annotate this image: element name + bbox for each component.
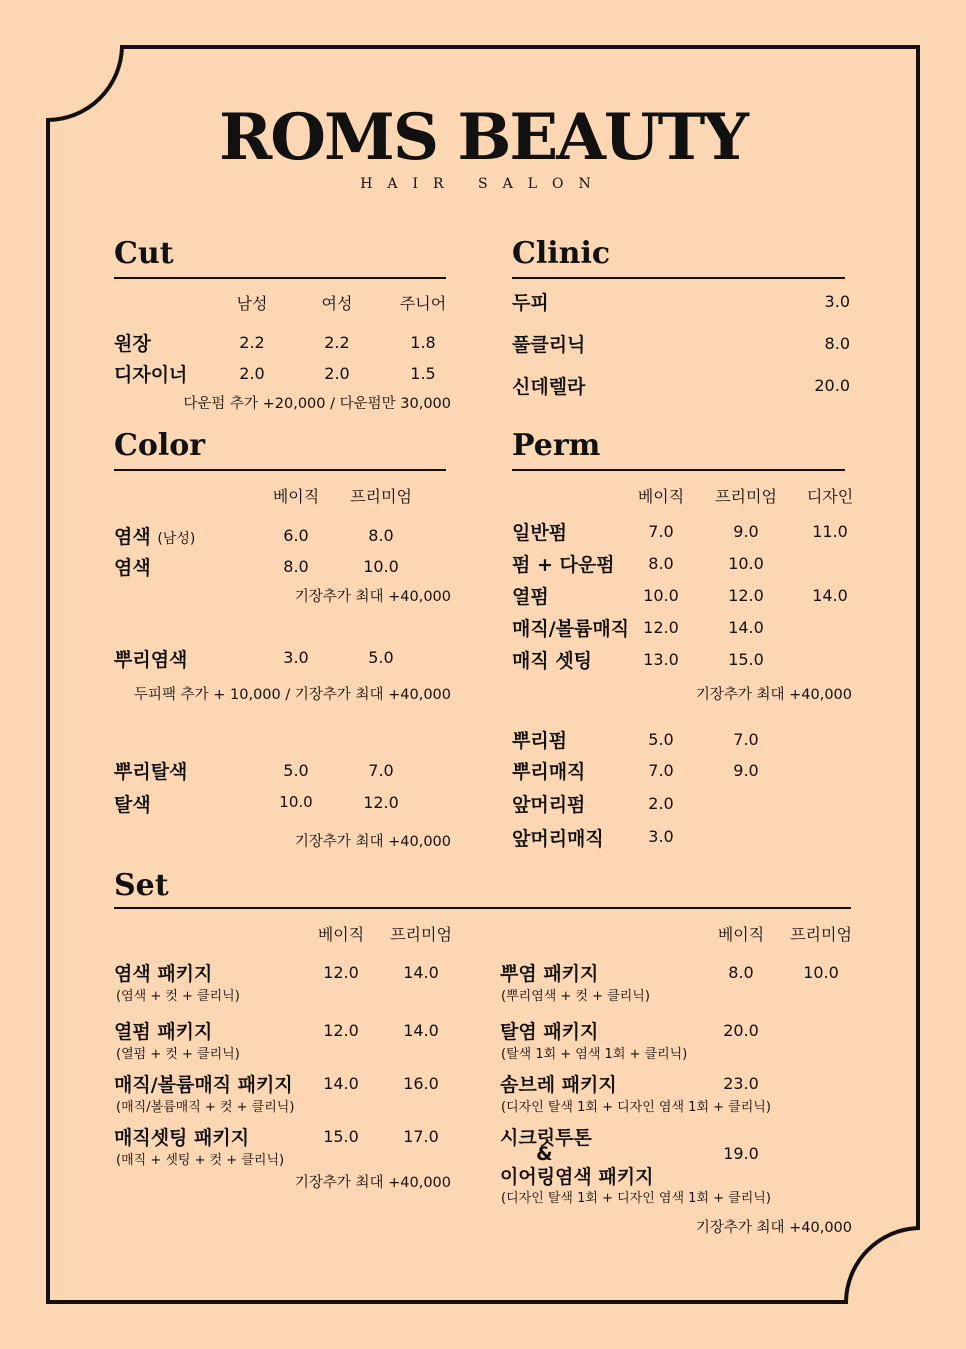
set-package-name: 열펌 패키지	[114, 1021, 213, 1043]
color-row-name: 뿌리탈색	[114, 761, 188, 783]
set-price: 8.0	[728, 963, 754, 982]
color-price: 7.0	[368, 761, 394, 780]
set-package-detail: (매직 + 셋팅 + 컷 + 클리닉)	[116, 1153, 285, 1168]
cut-price: 2.0	[324, 364, 350, 383]
color-col-header: 베이직	[272, 487, 320, 506]
perm-price: 10.0	[728, 554, 764, 573]
perm-row-name: 매직 셋팅	[512, 650, 593, 672]
cut-col-header: 주니어	[399, 294, 447, 313]
set-package-name: 매직셋팅 패키지	[114, 1127, 250, 1149]
set-note: 기장추가 최대 +40,000	[294, 1175, 451, 1191]
perm-row-name: 뿌리펌	[512, 730, 568, 752]
set-col-header: 베이직	[717, 925, 765, 944]
cut-price: 2.2	[324, 333, 350, 352]
set-package-detail: (염색 + 컷 + 클리닉)	[116, 989, 240, 1004]
perm-price: 7.0	[648, 522, 674, 541]
color-price: 12.0	[363, 793, 399, 812]
perm-price: 13.0	[643, 650, 679, 669]
set-price: 10.0	[803, 963, 839, 982]
set-package-detail: (탈색 1회 + 염색 1회 + 클리닉)	[501, 1047, 688, 1062]
color-heading: Color	[114, 428, 206, 463]
cut-col-header: 여성	[321, 294, 353, 313]
clinic-row-name: 두피	[512, 292, 549, 314]
set-price: 19.0	[723, 1144, 759, 1163]
set-price: 17.0	[403, 1127, 439, 1146]
set-note: 기장추가 최대 +40,000	[695, 1220, 852, 1236]
set-price: 14.0	[403, 1021, 439, 1040]
perm-price: 14.0	[728, 618, 764, 637]
set-package-name: &	[536, 1143, 553, 1165]
color-row-name: 탈색	[114, 794, 151, 816]
color-note: 두피팩 추가 + 10,000 / 기장추가 최대 +40,000	[134, 687, 451, 703]
cut-rule	[114, 277, 446, 279]
set-price: 16.0	[403, 1074, 439, 1093]
perm-heading: Perm	[512, 428, 601, 463]
set-package-name: 염색 패키지	[114, 963, 213, 985]
cut-price: 1.8	[410, 333, 436, 352]
clinic-row-name: 풀클리닉	[512, 334, 586, 356]
perm-price: 2.0	[648, 794, 674, 813]
cut-price: 1.5	[410, 364, 436, 383]
set-package-name: 매직/볼륨매직 패키지	[114, 1074, 293, 1096]
color-price: 6.0	[283, 526, 309, 545]
color-price: 8.0	[283, 557, 309, 576]
cut-row-name: 원장	[114, 333, 151, 355]
perm-row-name: 열펌	[512, 586, 549, 608]
perm-row-name: 일반펌	[512, 522, 568, 544]
set-col-header: 베이직	[317, 925, 365, 944]
set-package-name: 시크릿투톤	[500, 1127, 592, 1149]
set-package-name: 솜브레 패키지	[500, 1074, 617, 1096]
color-row-name: 염색 (남성)	[114, 526, 196, 548]
perm-price: 11.0	[812, 522, 848, 541]
clinic-heading: Clinic	[512, 236, 611, 271]
perm-row-name: 앞머리펌	[512, 794, 586, 816]
set-col-header: 프리미엄	[390, 925, 452, 944]
color-row-name: 염색	[114, 557, 151, 579]
set-package-name: 뿌염 패키지	[500, 963, 599, 985]
color-price: 3.0	[283, 648, 309, 667]
perm-price: 8.0	[648, 554, 674, 573]
color-price: 5.0	[368, 648, 394, 667]
perm-col-header: 프리미엄	[715, 487, 777, 506]
perm-price: 9.0	[733, 761, 759, 780]
perm-price: 12.0	[728, 586, 764, 605]
perm-note: 기장추가 최대 +40,000	[695, 687, 852, 703]
color-rule	[114, 469, 446, 471]
set-package-detail: (열펌 + 컷 + 클리닉)	[116, 1047, 240, 1062]
set-price: 15.0	[323, 1127, 359, 1146]
perm-price: 12.0	[643, 618, 679, 637]
cut-price: 2.2	[239, 333, 265, 352]
perm-row-name: 펌 + 다운펌	[512, 554, 615, 576]
clinic-price: 3.0	[824, 292, 850, 311]
set-price: 14.0	[323, 1074, 359, 1093]
set-price: 20.0	[723, 1021, 759, 1040]
color-col-header: 프리미엄	[350, 487, 412, 506]
set-rule	[114, 907, 851, 909]
set-price: 12.0	[323, 1021, 359, 1040]
color-note: 기장추가 최대 +40,000	[294, 834, 451, 850]
set-package-detail: (디자인 탈색 1회 + 디자인 염색 1회 + 클리닉)	[501, 1191, 771, 1206]
cut-note: 다운펌 추가 +20,000 / 다운펌만 30,000	[183, 396, 451, 412]
perm-price: 14.0	[812, 586, 848, 605]
perm-col-header: 디자인	[806, 487, 854, 506]
set-col-header: 프리미엄	[790, 925, 852, 944]
perm-col-header: 베이직	[637, 487, 685, 506]
color-price: 5.0	[283, 761, 309, 780]
set-price: 23.0	[723, 1074, 759, 1093]
color-note: 기장추가 최대 +40,000	[294, 589, 451, 605]
set-heading: Set	[114, 868, 169, 903]
set-package-name: 탈염 패키지	[500, 1021, 599, 1043]
set-package-detail: (디자인 탈색 1회 + 디자인 염색 1회 + 클리닉)	[501, 1100, 771, 1115]
perm-price: 7.0	[648, 761, 674, 780]
set-package-detail: (뿌리염색 + 컷 + 클리닉)	[501, 989, 650, 1004]
set-package-name: 이어링염색 패키지	[500, 1166, 654, 1188]
set-price: 12.0	[323, 963, 359, 982]
clinic-price: 8.0	[824, 334, 850, 353]
clinic-price: 20.0	[814, 376, 850, 395]
cut-row-name: 디자이너	[114, 364, 188, 386]
cut-heading: Cut	[114, 236, 174, 271]
salon-subtitle: HAIR SALON	[360, 176, 606, 192]
color-price: 8.0	[368, 526, 394, 545]
perm-rule	[512, 469, 845, 471]
clinic-rule	[512, 277, 845, 279]
salon-title: ROMS BEAUTY	[219, 100, 747, 175]
perm-price: 15.0	[728, 650, 764, 669]
perm-row-name: 앞머리매직	[512, 828, 604, 850]
perm-price: 7.0	[733, 730, 759, 749]
perm-row-name: 매직/볼륨매직	[512, 618, 630, 640]
set-price: 14.0	[403, 963, 439, 982]
perm-price: 10.0	[643, 586, 679, 605]
set-package-detail: (매직/볼륨매직 + 컷 + 클리닉)	[116, 1100, 295, 1115]
perm-row-name: 뿌리매직	[512, 761, 586, 783]
cut-price: 2.0	[239, 364, 265, 383]
clinic-row-name: 신데렐라	[512, 376, 586, 398]
perm-price: 9.0	[733, 522, 759, 541]
perm-price: 3.0	[648, 827, 674, 846]
cut-col-header: 남성	[236, 294, 268, 313]
color-price: 10.0	[279, 793, 313, 811]
color-row-name: 뿌리염색	[114, 649, 188, 671]
perm-price: 5.0	[648, 730, 674, 749]
color-price: 10.0	[363, 557, 399, 576]
